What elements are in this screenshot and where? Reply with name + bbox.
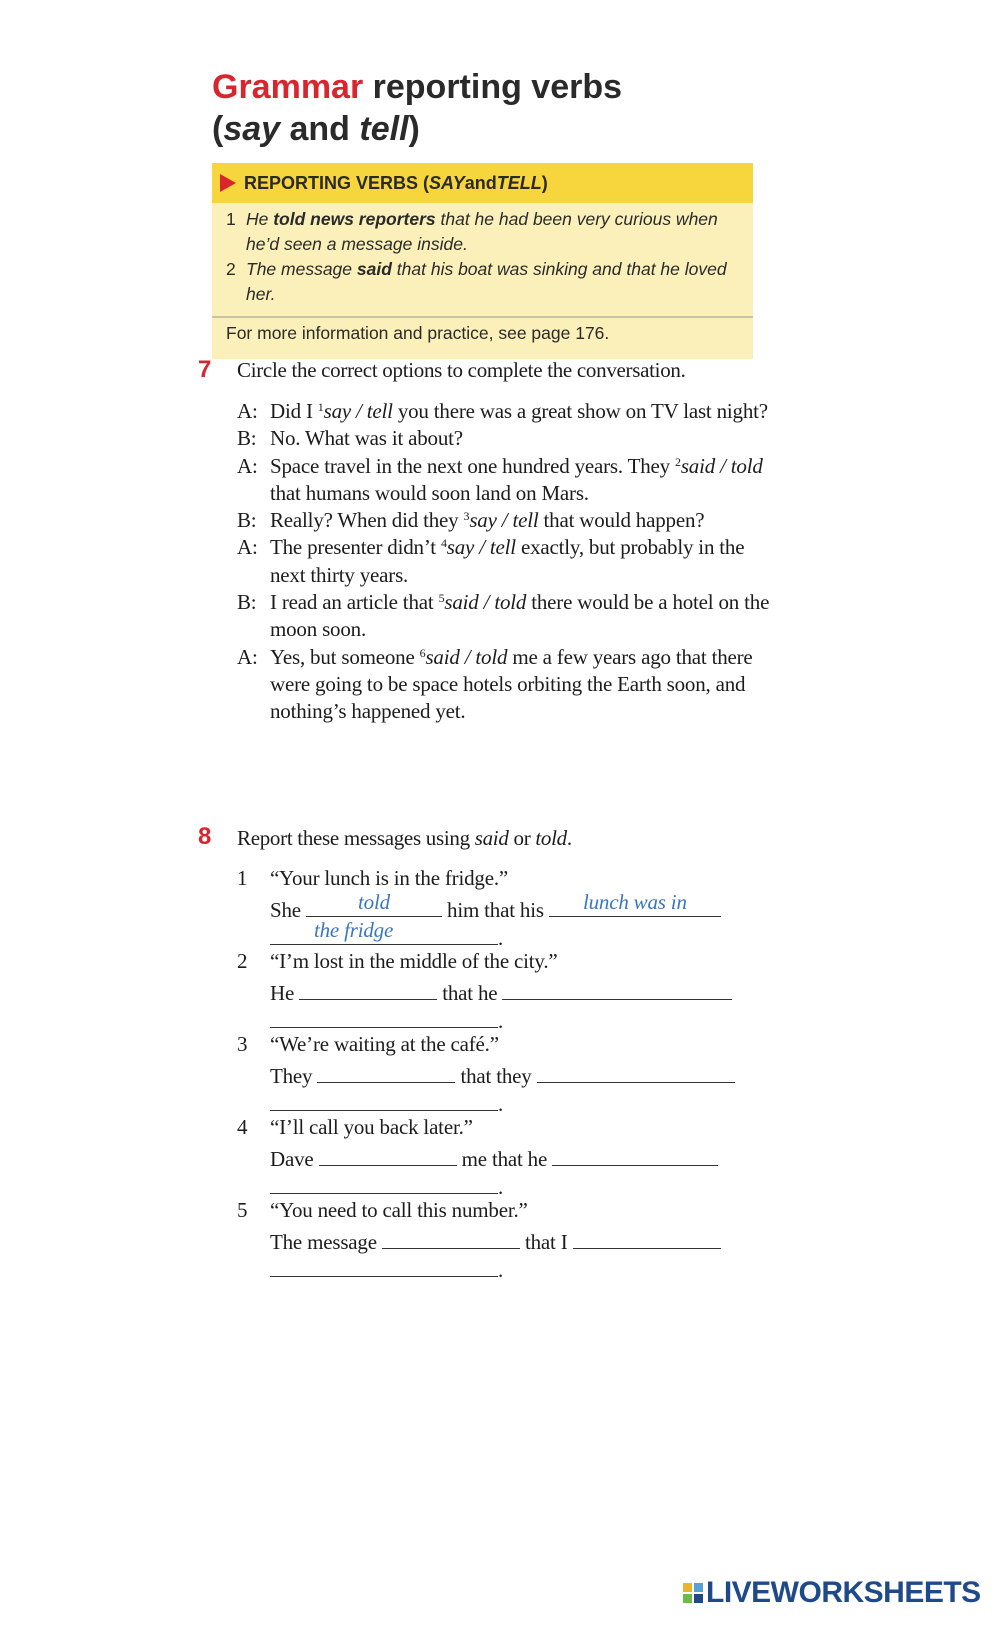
title-tell: tell xyxy=(359,110,409,148)
answer-blank-1[interactable] xyxy=(317,1060,455,1083)
answer-blank-2[interactable] xyxy=(573,1226,721,1249)
title-rest: reporting verbs xyxy=(363,68,623,106)
exercise-7-instruction: Circle the correct options to complete the conversation. xyxy=(237,358,686,382)
option-choice[interactable]: say / tell xyxy=(469,508,539,533)
heading-and: and xyxy=(464,172,497,193)
speaker-label: A: xyxy=(237,535,258,560)
speaker-label: B: xyxy=(237,508,257,533)
heading-tell: TELL xyxy=(496,172,542,193)
option-choice[interactable]: say / tell xyxy=(446,535,516,560)
title-grammar: Grammar xyxy=(212,68,364,106)
answer-blank-3[interactable] xyxy=(270,918,498,945)
example-bold: said xyxy=(356,259,392,279)
gap-number: 2 xyxy=(675,454,681,469)
item-continuation xyxy=(270,1088,503,1117)
instruction-said: said xyxy=(474,826,509,850)
exercise-8-instruction xyxy=(237,826,572,851)
answer-blank-2[interactable] xyxy=(549,890,721,917)
item-number: 3 xyxy=(237,1032,248,1056)
item-number: 5 xyxy=(237,1198,248,1222)
item-sentence xyxy=(270,1143,718,1172)
gap-number: 6 xyxy=(419,645,426,660)
answer-blank-3[interactable] xyxy=(270,1088,498,1111)
item-quote: “I’m lost in the middle of the city.” xyxy=(270,949,558,973)
reference-box xyxy=(212,163,753,359)
item-quote: “We’re waiting at the café.” xyxy=(270,1032,499,1056)
exercise-8-item-2 xyxy=(237,949,777,1031)
example-bold: told news reporters xyxy=(273,209,436,229)
option-choice[interactable]: said / told xyxy=(680,453,763,478)
dialogue-text: Yes, but someone xyxy=(270,644,420,669)
item-number: 2 xyxy=(237,949,248,973)
dialogue-text: Really? When did they xyxy=(270,508,464,533)
item-middle: that he xyxy=(442,981,498,1005)
item-middle: that they xyxy=(460,1064,532,1088)
item-middle: him that his xyxy=(447,898,544,922)
item-subject: They xyxy=(270,1064,313,1088)
example-number: 1 xyxy=(226,209,236,229)
liveworksheets-logo xyxy=(683,1576,981,1610)
item-quote: “Your lunch is in the fridge.” xyxy=(270,866,508,890)
heading-text: REPORTING VERBS ( xyxy=(244,172,430,193)
dialogue-text: that humans would soon land on Mars. xyxy=(270,480,589,505)
period: . xyxy=(498,1175,504,1199)
period: . xyxy=(498,1092,504,1116)
logo-text: LIVEWORKSHEETS xyxy=(706,1576,981,1609)
option-choice[interactable]: say / tell xyxy=(323,399,393,423)
item-continuation xyxy=(270,1005,503,1034)
item-continuation xyxy=(270,918,504,951)
answer-blank-1[interactable] xyxy=(382,1226,520,1249)
dialogue-text: I read an article that xyxy=(270,590,439,615)
instruction-text: Report these messages using xyxy=(237,826,475,850)
option-choice[interactable]: said / told xyxy=(444,590,527,615)
answer-text: told xyxy=(358,890,390,914)
dialogue-line xyxy=(237,507,777,534)
answer-blank-3[interactable] xyxy=(270,1171,498,1194)
answer-blank-3[interactable] xyxy=(270,1254,498,1277)
answer-blank-1[interactable] xyxy=(299,977,437,1000)
exercise-8-item-5 xyxy=(237,1198,777,1280)
dialogue-text: Space travel in the next one hundred years. They xyxy=(270,453,676,478)
answer-blank-2[interactable] xyxy=(502,977,732,1000)
item-quote: “You need to call this number.” xyxy=(270,1198,528,1222)
answer-blank-2[interactable] xyxy=(537,1060,735,1083)
speaker-label: A: xyxy=(237,644,258,669)
dialogue-line xyxy=(237,644,777,726)
item-number: 1 xyxy=(237,866,248,890)
item-sentence xyxy=(270,1226,721,1255)
answer-blank-1[interactable] xyxy=(319,1143,457,1166)
instruction-text: . xyxy=(566,826,572,850)
instruction-text: or xyxy=(508,826,536,850)
dialogue-line xyxy=(237,425,777,452)
dialogue-line xyxy=(237,589,777,644)
instruction-told: told xyxy=(535,826,567,850)
heading-close: ) xyxy=(541,172,548,193)
example-text: He xyxy=(246,209,274,229)
heading-say: SAY xyxy=(429,172,465,193)
item-sentence xyxy=(270,977,732,1006)
page-title xyxy=(212,66,772,150)
reference-example xyxy=(226,257,746,307)
dialogue-line xyxy=(237,453,777,508)
dialogue-text: you there was a great show on TV last night? xyxy=(392,399,768,423)
gap-number: 5 xyxy=(438,591,445,606)
item-quote: “I’ll call you back later.” xyxy=(270,1115,473,1139)
answer-text: the fridge xyxy=(314,918,394,942)
dialogue-text: me a few years ago that there were going to be space hotels orbiting the Earth soon, and nothing’s happened yet. xyxy=(270,644,753,724)
example-text: The message xyxy=(246,259,357,279)
exercise-7-number: 7 xyxy=(198,356,212,383)
dialogue-text: that would happen? xyxy=(538,508,705,533)
item-continuation xyxy=(270,1171,503,1200)
exercise-8-item-1 xyxy=(237,866,777,948)
item-continuation xyxy=(270,1254,503,1283)
title-paren-close: ) xyxy=(408,110,420,148)
exercise-8-item-4 xyxy=(237,1115,777,1197)
title-say: say xyxy=(223,110,281,148)
gap-number: 1 xyxy=(317,400,324,414)
dialogue-line xyxy=(237,534,777,589)
answer-blank-3[interactable] xyxy=(270,1005,498,1028)
example-text: that he had been very curious when he’d seen a message inside. xyxy=(246,209,718,254)
item-subject: He xyxy=(270,981,295,1005)
title-paren-open: ( xyxy=(212,110,224,148)
exercise-7-dialogue xyxy=(237,398,777,726)
item-sentence xyxy=(270,1060,735,1089)
speaker-label: A: xyxy=(237,399,258,423)
exercise-8-number: 8 xyxy=(198,823,212,850)
period: . xyxy=(498,1258,504,1282)
triangle-arrow-icon xyxy=(220,174,236,192)
item-subject: She xyxy=(270,898,301,922)
dialogue-line xyxy=(237,398,777,425)
exercise-8-item-3 xyxy=(237,1032,777,1114)
item-subject: The message xyxy=(270,1230,377,1254)
dialogue-text: Did I xyxy=(270,399,318,423)
example-text: that his boat was sinking and that he loved her. xyxy=(246,259,727,304)
dialogue-text: No. What was it about? xyxy=(270,426,463,451)
speaker-label: B: xyxy=(237,426,257,451)
item-middle: me that he xyxy=(461,1147,548,1171)
answer-blank-2[interactable] xyxy=(552,1143,718,1166)
more-info: For more information and practice, see page 176. xyxy=(226,323,610,343)
item-middle: that I xyxy=(524,1230,568,1254)
divider xyxy=(212,316,753,318)
logo-grid-icon xyxy=(683,1583,703,1603)
item-subject: Dave xyxy=(270,1147,314,1171)
speaker-label: A: xyxy=(237,453,258,478)
dialogue-text: exactly, but probably in the next thirty years. xyxy=(270,535,745,587)
period: . xyxy=(498,926,504,950)
reference-heading xyxy=(212,163,753,203)
item-number: 4 xyxy=(237,1115,248,1139)
example-number: 2 xyxy=(226,259,236,279)
option-choice[interactable]: said / told xyxy=(425,644,508,669)
speaker-label: B: xyxy=(237,590,257,615)
answer-text: lunch was in xyxy=(582,890,687,914)
reference-example xyxy=(226,207,746,257)
gap-number: 4 xyxy=(440,536,447,551)
title-and: and xyxy=(280,110,360,148)
dialogue-text: there would be a hotel on the moon soon. xyxy=(270,590,770,642)
gap-number: 3 xyxy=(463,509,470,524)
answer-blank-1[interactable] xyxy=(306,890,442,917)
period: . xyxy=(498,1009,504,1033)
dialogue-text: The presenter didn’t xyxy=(270,535,441,560)
